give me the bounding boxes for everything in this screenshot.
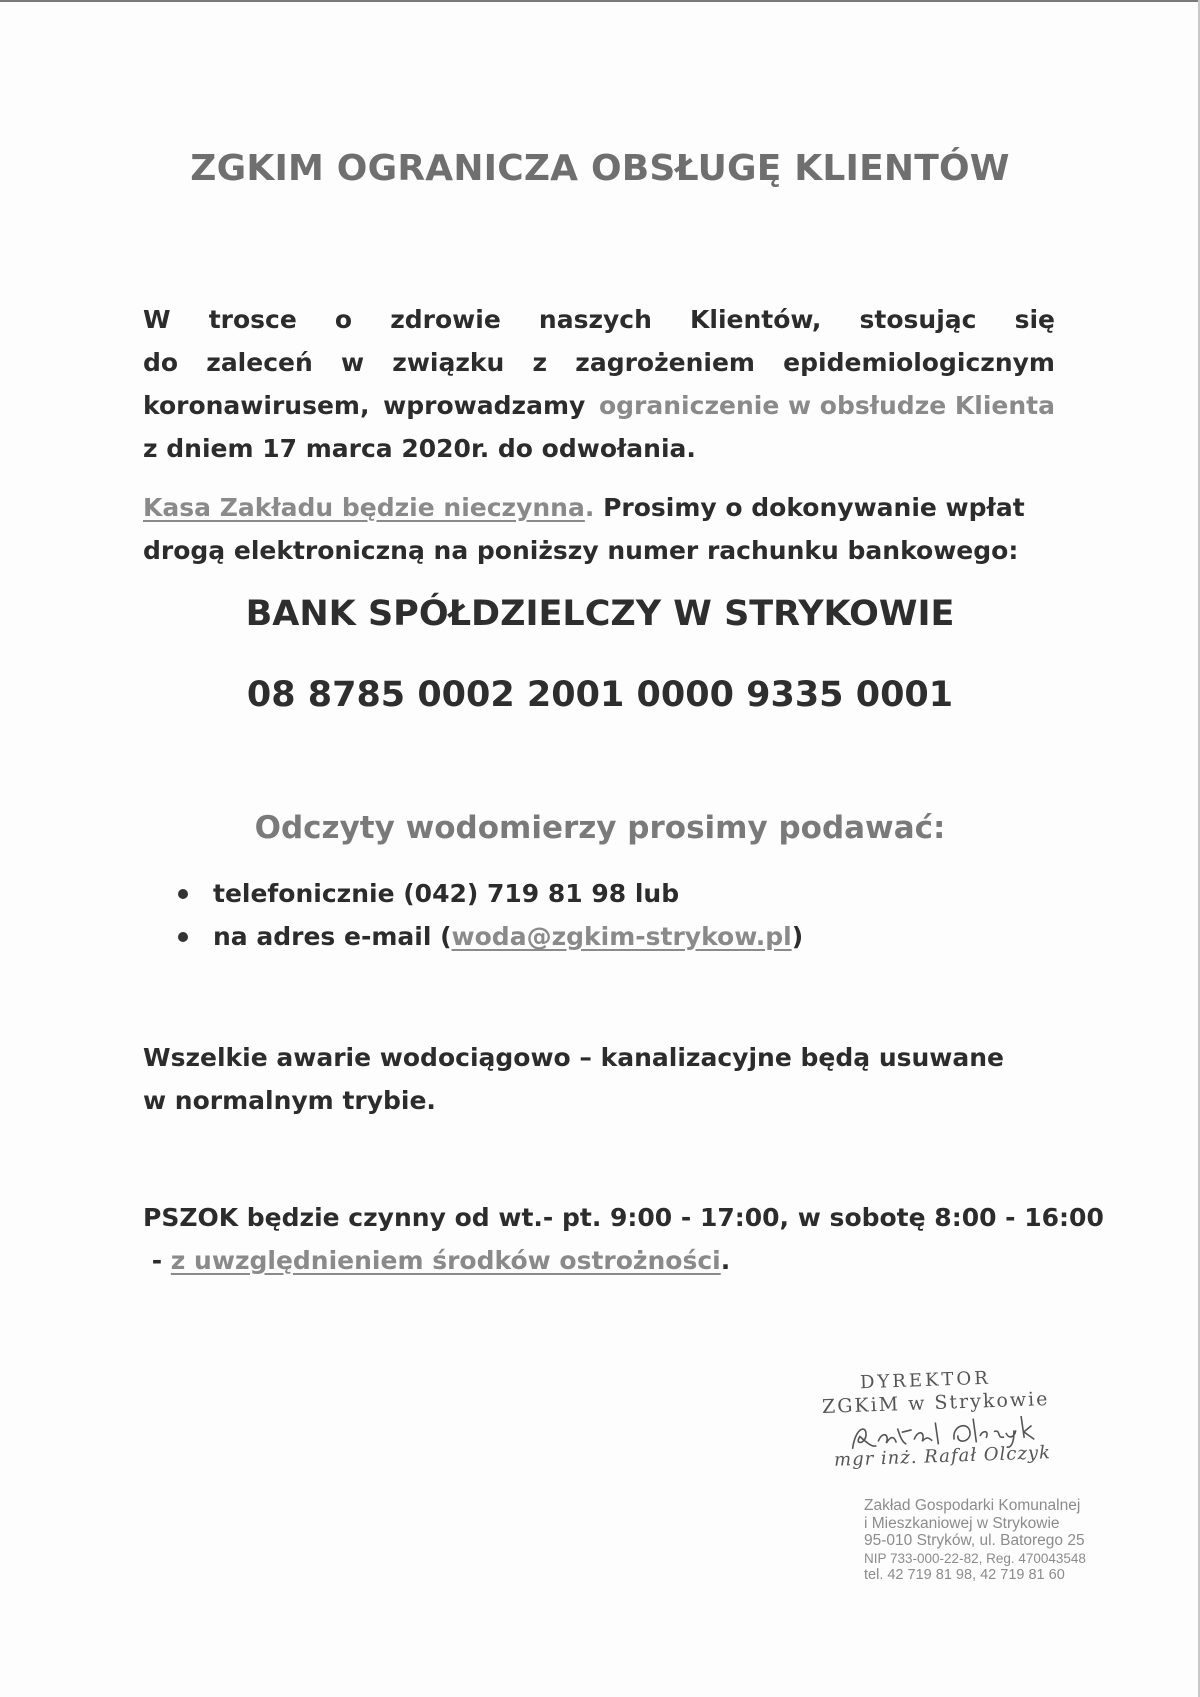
intro-line-2 xyxy=(143,341,1055,384)
intro-word: zagrożeniem xyxy=(575,348,755,377)
bank-account-number: 08 8785 0002 2001 0000 9335 0001 xyxy=(246,675,954,715)
intro-word: trosce xyxy=(208,305,297,334)
payment-request: Prosimy o dokonywanie wpłat xyxy=(594,493,1025,522)
intro-line-1 xyxy=(143,298,1055,341)
intro-word: naszych xyxy=(538,305,652,334)
failures-line-1: Wszelkie awarie wodociągowo – kanalizacyjne będą usuwane xyxy=(143,1043,1005,1072)
intro-word: W xyxy=(143,305,171,334)
email-prefix: na adres e-mail ( xyxy=(213,922,452,951)
cashier-closed-notice: Kasa Zakładu będzie nieczynna xyxy=(143,493,585,522)
pszok-dash: - xyxy=(143,1246,171,1275)
company-stamp-line-4: NIP 733-000-22-82, Reg. 470043548 xyxy=(864,1550,1086,1566)
intro-word: stosując xyxy=(859,305,977,334)
intro-word: Klientów, xyxy=(690,305,822,334)
intro-line-3 xyxy=(143,384,1055,427)
intro-word: wprowadzamy xyxy=(383,391,586,420)
meter-contact-list xyxy=(178,872,803,958)
failures-paragraph xyxy=(143,1036,1055,1122)
meter-readings-heading: Odczyty wodomierzy prosimy podawać: xyxy=(254,810,946,846)
company-stamp-line-5: tel. 42 719 81 98, 42 719 81 60 xyxy=(864,1567,1065,1583)
director-name-stamp: mgr inż. Rafał Olczyk xyxy=(833,1442,1052,1471)
intro-word: zaleceń xyxy=(206,348,313,377)
scan-edge-top xyxy=(0,0,1200,2)
pszok-hours: PSZOK będzie czynny od wt.- pt. 9:00 - 17:00, w sobotę 8:00 - 16:00 xyxy=(143,1203,1104,1232)
bank-name: BANK SPÓŁDZIELCZY W STRYKOWIE xyxy=(245,594,955,634)
page-title: ZGKIM OGRANICZA OBSŁUGĘ KLIENTÓW xyxy=(190,148,1010,189)
service-limitation-highlight: ograniczenie w obsłudze Klienta xyxy=(598,391,1055,420)
pszok-line-2 xyxy=(143,1239,1083,1282)
email-link[interactable]: woda@zgkim-strykow.pl xyxy=(451,922,792,951)
company-address-stamp xyxy=(864,1497,1116,1585)
pszok-period: . xyxy=(720,1246,731,1275)
precautions-link[interactable]: z uwzględnieniem środków ostrożności xyxy=(170,1246,721,1275)
intro-line-4: z dniem 17 marca 2020r. do odwołania. xyxy=(143,434,696,463)
bullet-icon xyxy=(178,889,188,899)
company-stamp-line-2: i Mieszkaniowej w Strykowie xyxy=(864,1514,1060,1532)
intro-word: w xyxy=(340,348,365,377)
cashier-notice-punct: . xyxy=(584,493,595,522)
intro-word: się xyxy=(1014,305,1055,334)
intro-word: epidemiologicznym xyxy=(783,348,1055,377)
intro-word: koronawirusem, xyxy=(143,391,370,420)
pszok-paragraph xyxy=(143,1196,1104,1282)
intro-word: związku xyxy=(392,348,505,377)
intro-word: do xyxy=(143,348,179,377)
list-item xyxy=(178,915,803,958)
company-stamp-line-1: Zakład Gospodarki Komunalnej xyxy=(864,1497,1081,1514)
failures-line-2: w normalnym trybie. xyxy=(143,1086,436,1115)
bullet-icon xyxy=(178,932,188,942)
payment-line-2: drogą elektroniczną na poniższy numer rachunku bankowego: xyxy=(143,536,1019,565)
intro-word: z xyxy=(532,348,548,377)
director-title-stamp: DYREKTOR xyxy=(859,1367,992,1394)
intro-word: o xyxy=(334,305,353,334)
intro-paragraph xyxy=(143,298,1055,470)
phone-contact: telefonicznie (042) 719 81 98 lub xyxy=(213,879,680,908)
payment-line-1 xyxy=(143,486,1055,529)
director-org-stamp: ZGKiM w Strykowie xyxy=(821,1388,1050,1418)
company-stamp-line-3: 95-010 Stryków, ul. Batorego 25 xyxy=(864,1532,1085,1549)
list-item xyxy=(178,872,803,915)
intro-word: zdrowie xyxy=(390,305,501,334)
payment-paragraph xyxy=(143,486,1055,572)
email-suffix: ) xyxy=(791,922,804,951)
